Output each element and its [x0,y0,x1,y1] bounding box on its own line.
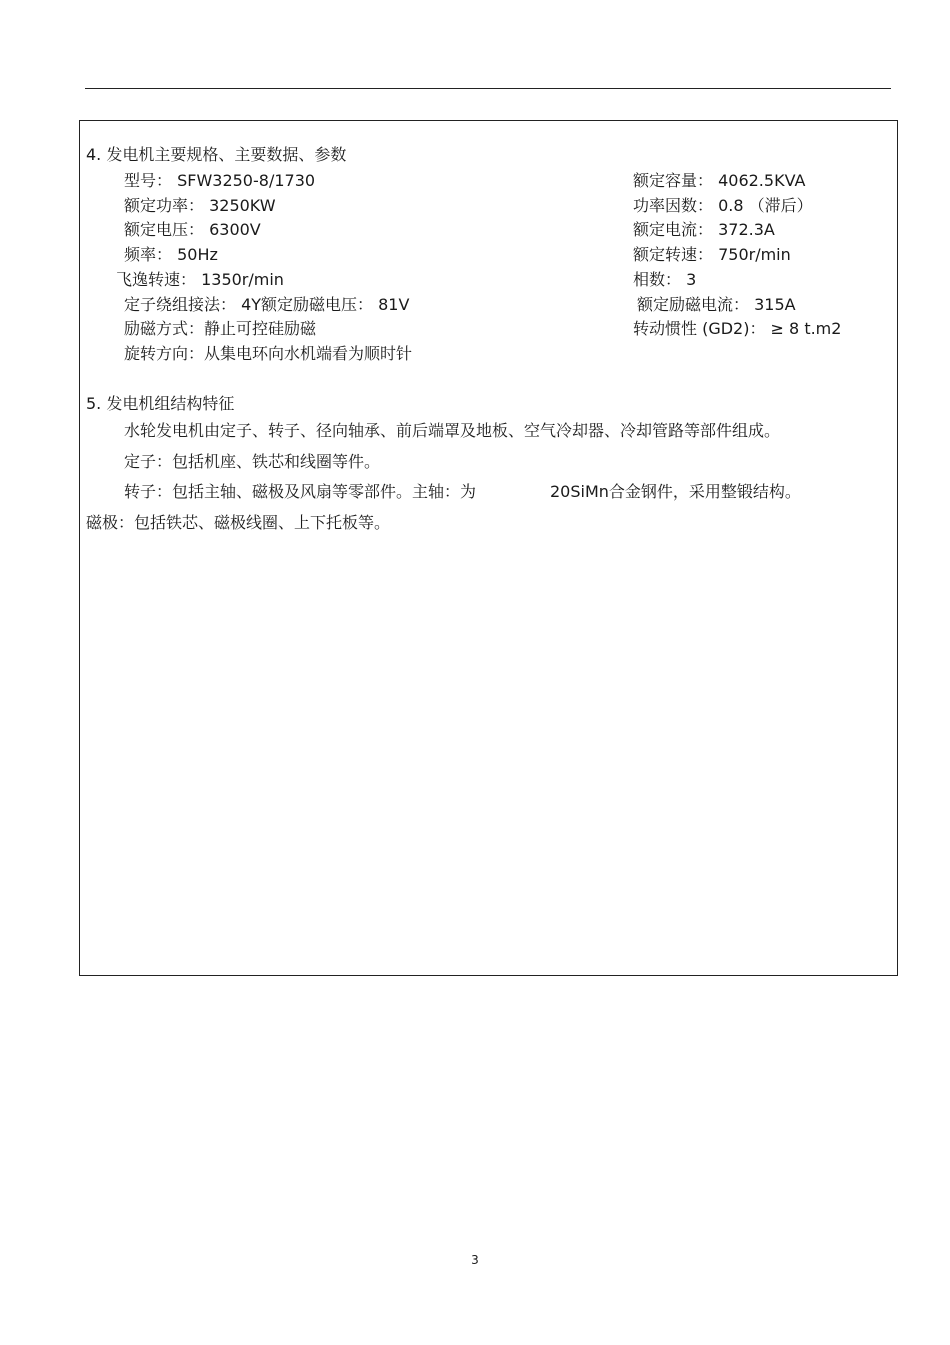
rated-current-value: 额定电流： 372.3A [633,220,775,239]
section-4-heading: 4. 发电机主要规格、主要数据、参数 [86,145,347,164]
rated-power-value: 额定功率： 3250KW [124,196,276,215]
frequency-value: 频率： 50Hz [124,245,218,264]
rated-voltage-value: 额定电压： 6300V [124,220,261,239]
inertia-value: 转动惯性 (GD2)： ≥ 8 t.m2 [633,319,842,338]
runaway-speed-value: 飞逸转速： 1350r/min [116,270,284,289]
section-5-paragraph-3-part-2: 20SiMn合金钢件，采用整锻结构。 [550,482,801,501]
rated-capacity-value: 额定容量： 4062.5KVA [633,171,806,190]
page-number: 3 [471,1253,479,1267]
section-5-paragraph-1: 水轮发电机由定子、转子、径向轴承、前后端罩及地板、空气冷却器、冷却管路等部件组成。 [124,421,781,440]
stator-winding-value: 定子绕组接法： 4Y额定励磁电压： 81V [124,295,410,314]
section-5-paragraph-4: 磁极：包括铁芯、磁极线圈、上下托板等。 [86,513,391,532]
rated-excitation-current-value: 额定励磁电流： 315A [637,295,796,314]
section-5-paragraph-2: 定子：包括机座、铁芯和线圈等件。 [124,452,381,471]
excitation-mode-value: 励磁方式：静止可控硅励磁 [124,319,317,338]
rotation-direction-value: 旋转方向：从集电环向水机端看为顺时针 [124,344,413,363]
section-5-heading: 5. 发电机组结构特征 [86,394,235,413]
phases-value: 相数： 3 [633,270,697,289]
power-factor-value: 功率因数： 0.8 （滞后） [633,196,813,215]
section-5-paragraph-3-part-1: 转子：包括主轴、磁极及风扇等零部件。主轴：为 [124,482,477,501]
rated-speed-value: 额定转速： 750r/min [633,245,791,264]
header-rule [85,88,891,89]
model-value: 型号： SFW3250-8/1730 [124,171,316,190]
